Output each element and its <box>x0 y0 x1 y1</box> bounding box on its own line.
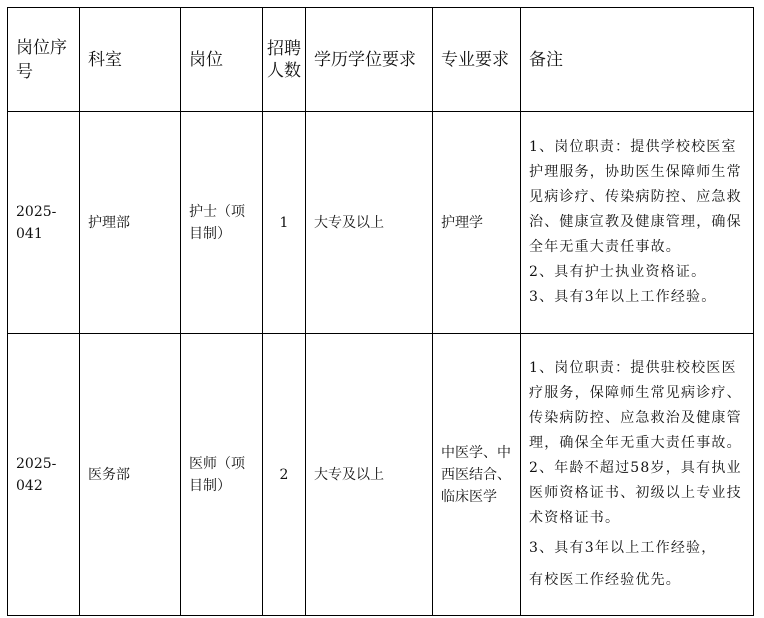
cell-education: 大专及以上 <box>306 112 433 334</box>
cell-recruit-num: 2 <box>263 334 306 616</box>
header-education: 学历学位要求 <box>306 8 433 112</box>
cell-remarks <box>521 334 754 616</box>
header-dept: 科室 <box>80 8 181 112</box>
cell-remarks <box>521 112 754 334</box>
cell-post: 护士（项目制） <box>181 112 263 334</box>
cell-post: 医师（项目制） <box>181 334 263 616</box>
cell-dept: 护理部 <box>80 112 181 334</box>
cell-post-no: 2025-041 <box>8 112 80 334</box>
remark-line: 3、具有3年以上工作经验。 <box>529 289 717 305</box>
cell-major: 中医学、中西医结合、临床医学 <box>433 334 521 616</box>
remark-line: 3、具有3年以上工作经验， <box>529 540 717 556</box>
remark-line: 有校医工作经验优先。 <box>529 572 681 588</box>
header-post-no: 岗位序号 <box>8 8 80 112</box>
header-recruit-num: 招聘人数 <box>263 8 306 112</box>
cell-post-no: 2025-042 <box>8 334 80 616</box>
recruitment-table <box>7 7 754 616</box>
remark-line: 2、具有护士执业资格证。 <box>529 264 707 280</box>
remark-line: 1、岗位职责：提供驻校校医医疗服务，保障师生常见病诊疗、传染病防控、应急救治及健康管理，确保全年无重大责任事故。 <box>529 360 742 451</box>
table-row <box>8 112 754 334</box>
header-remarks: 备注 <box>521 8 754 112</box>
cell-recruit-num: 1 <box>263 112 306 334</box>
remark-line: 2、年龄不超过58岁，具有执业医师资格证书、初级以上专业技术资格证书。 <box>529 460 742 526</box>
remark-line: 1、岗位职责：提供学校校医室护理服务，协助医生保障师生常见病诊疗、传染病防控、应急救治、健康宣教及健康管理，确保全年无重大责任事故。 <box>529 139 742 255</box>
table-row <box>8 334 754 616</box>
cell-major: 护理学 <box>433 112 521 334</box>
cell-education: 大专及以上 <box>306 334 433 616</box>
header-major: 专业要求 <box>433 8 521 112</box>
cell-dept: 医务部 <box>80 334 181 616</box>
header-post: 岗位 <box>181 8 263 112</box>
header-row <box>8 8 754 112</box>
